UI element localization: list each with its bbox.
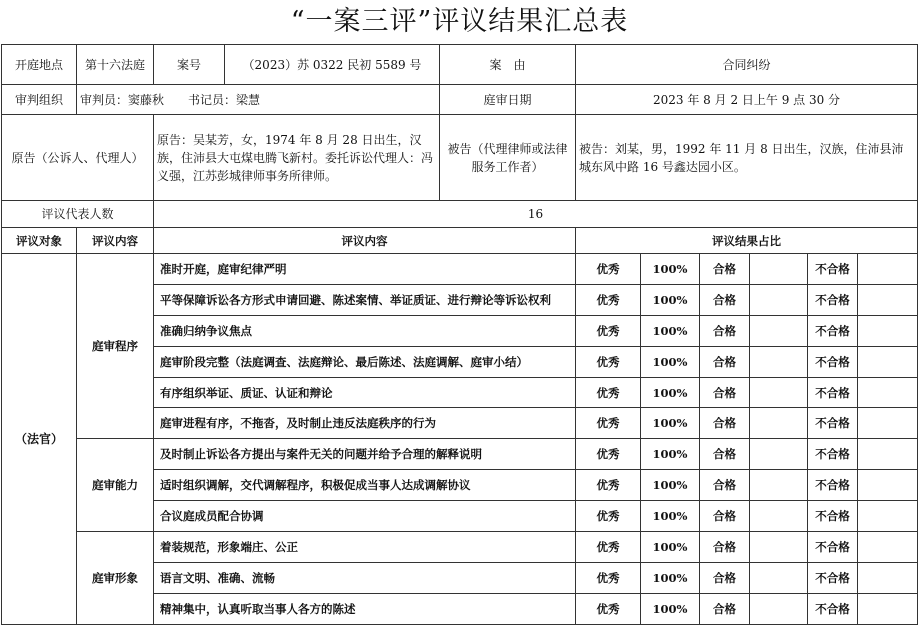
evaluation-summary-table — [1, 44, 918, 625]
grade-excellent-label: 优秀 — [576, 439, 641, 470]
grade-pass-percent — [750, 377, 808, 408]
grade-pass-percent — [750, 284, 808, 315]
evaluation-item-text: 准确归纳争议焦点 — [154, 315, 576, 346]
evaluation-row — [2, 254, 918, 285]
grade-fail-label: 不合格 — [808, 439, 858, 470]
grade-fail-percent — [858, 439, 918, 470]
grade-pass-label: 合格 — [700, 284, 750, 315]
grade-pass-label: 合格 — [700, 562, 750, 593]
evaluation-item-text: 及时制止诉讼各方提出与案件无关的问题并给予合理的解释说明 — [154, 439, 576, 470]
evaluation-row — [2, 532, 918, 563]
grade-excellent-label: 优秀 — [576, 593, 641, 624]
grade-excellent-percent: 100% — [641, 254, 700, 285]
case-reason-label: 案 由 — [440, 45, 576, 85]
grade-excellent-label: 优秀 — [576, 501, 641, 532]
grade-excellent-label: 优秀 — [576, 408, 641, 439]
grade-fail-label: 不合格 — [808, 532, 858, 563]
grade-excellent-label: 优秀 — [576, 254, 641, 285]
evaluation-item-text: 庭审阶段完整（法庭调查、法庭辩论、最后陈述、法庭调解、庭审小结） — [154, 346, 576, 377]
grade-excellent-percent: 100% — [641, 470, 700, 501]
header-result: 评议结果占比 — [576, 228, 918, 254]
grade-fail-label: 不合格 — [808, 254, 858, 285]
grade-excellent-percent: 100% — [641, 439, 700, 470]
evaluation-item-text: 语言文明、准确、流畅 — [154, 562, 576, 593]
grade-excellent-percent: 100% — [641, 501, 700, 532]
evaluation-item-text: 有序组织举证、质证、认证和辩论 — [154, 377, 576, 408]
grade-fail-label: 不合格 — [808, 315, 858, 346]
evaluation-item-text: 合议庭成员配合协调 — [154, 501, 576, 532]
defendant-value: 被告：刘某，男，1992 年 11 月 8 日出生，汉族，住沛县沛城东风中路 16 号鑫达园小区。 — [576, 115, 918, 201]
grade-fail-label: 不合格 — [808, 346, 858, 377]
grade-fail-label: 不合格 — [808, 593, 858, 624]
page-title: “一案三评”评议结果汇总表 — [290, 6, 629, 37]
grade-pass-label: 合格 — [700, 315, 750, 346]
grade-pass-percent — [750, 439, 808, 470]
grade-pass-label: 合格 — [700, 254, 750, 285]
grade-excellent-label: 优秀 — [576, 470, 641, 501]
evaluation-item-text: 庭审进程有序，不拖沓，及时制止违反法庭秩序的行为 — [154, 408, 576, 439]
grade-pass-label: 合格 — [700, 593, 750, 624]
grade-pass-label: 合格 — [700, 501, 750, 532]
grade-pass-percent — [750, 408, 808, 439]
grade-excellent-percent: 100% — [641, 593, 700, 624]
grade-excellent-label: 优秀 — [576, 346, 641, 377]
grade-fail-label: 不合格 — [808, 377, 858, 408]
hearing-date-value: 2023 年 8 月 2 日上午 9 点 30 分 — [576, 85, 918, 115]
grade-excellent-label: 优秀 — [576, 562, 641, 593]
evaluation-item-text: 平等保障诉讼各方形式申请回避、陈述案情、举证质证、进行辩论等诉讼权利 — [154, 284, 576, 315]
grade-pass-label: 合格 — [700, 408, 750, 439]
grade-fail-percent — [858, 501, 918, 532]
grade-excellent-percent: 100% — [641, 532, 700, 563]
info-row-reviewers — [2, 201, 918, 228]
grade-fail-percent — [858, 284, 918, 315]
grade-excellent-percent: 100% — [641, 284, 700, 315]
grade-fail-percent — [858, 532, 918, 563]
evaluation-item-text: 适时组织调解，交代调解程序，积极促成当事人达成调解协议 — [154, 470, 576, 501]
grade-pass-label: 合格 — [700, 377, 750, 408]
grade-pass-label: 合格 — [700, 346, 750, 377]
grade-fail-percent — [858, 315, 918, 346]
reviewers-value: 16 — [154, 201, 918, 228]
grade-excellent-percent: 100% — [641, 315, 700, 346]
court-location-value: 第十六法庭 — [77, 45, 154, 85]
case-reason-value: 合同纠纷 — [576, 45, 918, 85]
reviewers-label: 评议代表人数 — [2, 201, 154, 228]
grade-excellent-label: 优秀 — [576, 377, 641, 408]
grade-pass-percent — [750, 532, 808, 563]
header-row — [2, 228, 918, 254]
grade-fail-label: 不合格 — [808, 284, 858, 315]
grade-excellent-label: 优秀 — [576, 315, 641, 346]
evaluation-object: （法官） — [2, 254, 77, 625]
grade-excellent-percent: 100% — [641, 562, 700, 593]
grade-pass-percent — [750, 593, 808, 624]
panel-label: 审判组织 — [2, 85, 77, 115]
grade-fail-percent — [858, 377, 918, 408]
evaluation-group-name: 庭审形象 — [77, 532, 154, 625]
plaintiff-label: 原告（公诉人、代理人） — [2, 115, 154, 201]
grade-excellent-percent: 100% — [641, 377, 700, 408]
grade-fail-percent — [858, 254, 918, 285]
case-no-label: 案号 — [154, 45, 225, 85]
evaluation-item-text: 精神集中，认真听取当事人各方的陈述 — [154, 593, 576, 624]
info-row-parties — [2, 115, 918, 201]
grade-excellent-percent: 100% — [641, 346, 700, 377]
hearing-date-label: 庭审日期 — [440, 85, 576, 115]
grade-fail-label: 不合格 — [808, 562, 858, 593]
grade-pass-percent — [750, 315, 808, 346]
case-no-value: （2023）苏 0322 民初 5589 号 — [225, 45, 440, 85]
grade-excellent-label: 优秀 — [576, 284, 641, 315]
grade-fail-percent — [858, 408, 918, 439]
grade-excellent-percent: 100% — [641, 408, 700, 439]
evaluation-item-text: 准时开庭，庭审纪律严明 — [154, 254, 576, 285]
court-location-label: 开庭地点 — [2, 45, 77, 85]
evaluation-group-name: 庭审能力 — [77, 439, 154, 532]
grade-pass-percent — [750, 254, 808, 285]
grade-fail-label: 不合格 — [808, 470, 858, 501]
grade-fail-label: 不合格 — [808, 501, 858, 532]
info-row-location — [2, 45, 918, 85]
grade-fail-percent — [858, 562, 918, 593]
grade-fail-percent — [858, 470, 918, 501]
defendant-label: 被告（代理律师或法律服务工作者） — [440, 115, 576, 201]
grade-fail-label: 不合格 — [808, 408, 858, 439]
panel-value: 审判员：窦藤秋 书记员：梁慧 — [77, 85, 440, 115]
evaluation-row — [2, 439, 918, 470]
grade-pass-label: 合格 — [700, 439, 750, 470]
grade-pass-label: 合格 — [700, 470, 750, 501]
grade-pass-percent — [750, 470, 808, 501]
grade-pass-percent — [750, 501, 808, 532]
grade-pass-label: 合格 — [700, 532, 750, 563]
grade-pass-percent — [750, 562, 808, 593]
grade-fail-percent — [858, 346, 918, 377]
evaluation-item-text: 着装规范，形象端庄、公正 — [154, 532, 576, 563]
grade-fail-percent — [858, 593, 918, 624]
info-row-panel — [2, 85, 918, 115]
header-object: 评议对象 — [2, 228, 77, 254]
plaintiff-value: 原告：吴某芳，女，1974 年 8 月 28 日出生，汉族，住沛县大屯煤电腾飞新村。委托诉讼代理人：冯义强，江苏彭城律师事务所律师。 — [154, 115, 440, 201]
grade-pass-percent — [750, 346, 808, 377]
header-content: 评议内容 — [77, 228, 154, 254]
evaluation-group-name: 庭审程序 — [77, 254, 154, 439]
header-content-detail: 评议内容 — [154, 228, 576, 254]
grade-excellent-label: 优秀 — [576, 532, 641, 563]
